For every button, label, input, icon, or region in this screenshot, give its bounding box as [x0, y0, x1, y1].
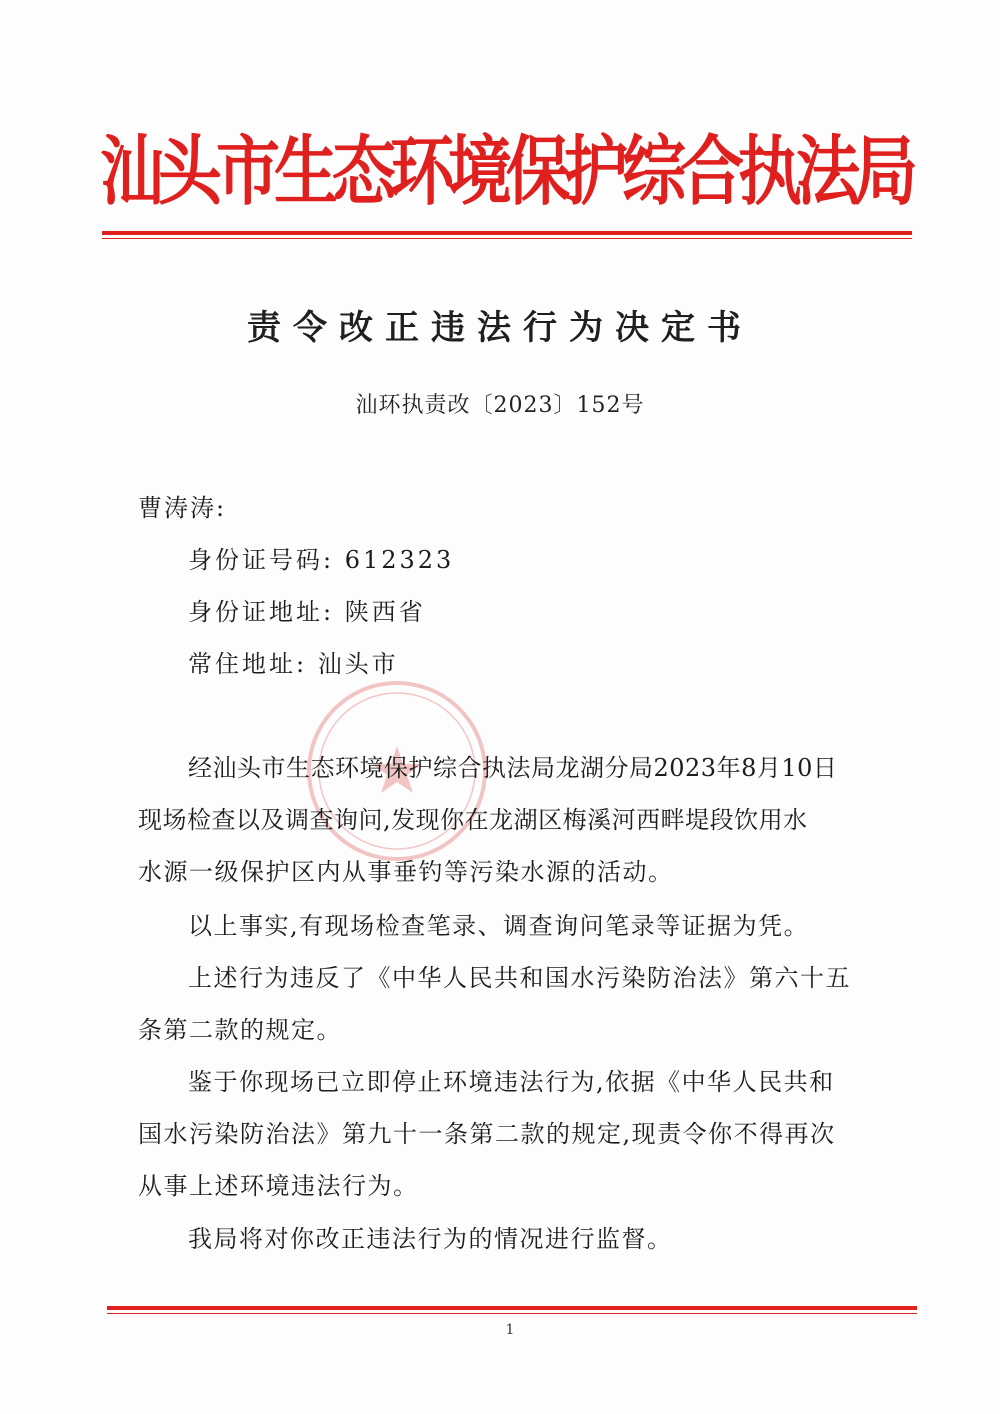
paragraph-1-line-1: 经汕头市生态环境保护综合执法局龙湖分局2023年8月10日: [188, 754, 838, 782]
paragraph-3-line-1: 上述行为违反了《中华人民共和国水污染防治法》第六十五: [188, 964, 851, 992]
header-rule-thin: [102, 238, 912, 239]
recipient-id-number: 身份证号码: 612323: [188, 546, 455, 574]
header-rule-thick: [102, 231, 912, 235]
document-number: 汕环执责改〔2023〕152号: [355, 393, 645, 418]
paragraph-4-line-3: 从事上述环境违法行为。: [138, 1172, 419, 1200]
page-number: 1: [505, 1322, 515, 1338]
paragraph-4-line-1: 鉴于你现场已立即停止环境违法行为,依据《中华人民共和: [188, 1068, 835, 1096]
paragraph-5-line-1: 我局将对你改正违法行为的情况进行监督。: [188, 1225, 673, 1253]
paragraph-3-line-2: 条第二款的规定。: [138, 1016, 342, 1044]
paragraph-1-line-2: 现场检查以及调查询问,发现你在龙湖区梅溪河西畔堤段饮用水: [138, 806, 808, 834]
footer-rule-thin: [107, 1313, 917, 1314]
recipient-name: 曹涛涛:: [138, 494, 227, 522]
recipient-residence: 常住地址: 汕头市: [188, 650, 399, 678]
footer-rule-thick: [107, 1306, 917, 1310]
recipient-id-address: 身份证地址: 陕西省: [188, 598, 426, 626]
paragraph-4-line-2: 国水污染防治法》第九十一条第二款的规定,现责令你不得再次: [138, 1120, 836, 1148]
paragraph-2-line-1: 以上事实,有现场检查笔录、调查询问笔录等证据为凭。: [188, 912, 810, 940]
organization-header: 汕头市生态环境保护综合执法局: [100, 127, 912, 217]
paragraph-1-line-3: 水源一级保护区内从事垂钓等污染水源的活动。: [138, 858, 674, 886]
document-title: 责令改正违法行为决定书: [247, 308, 753, 348]
